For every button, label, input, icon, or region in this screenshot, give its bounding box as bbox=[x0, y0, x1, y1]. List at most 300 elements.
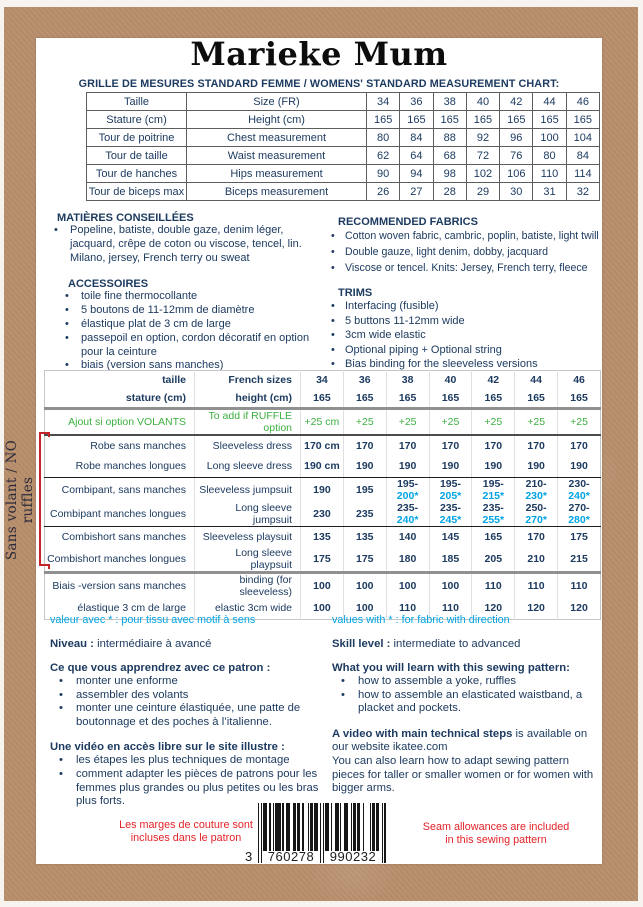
learn-en-list bbox=[332, 675, 602, 716]
yardage-value bbox=[429, 547, 472, 573]
yardage-value-main: 100 bbox=[313, 602, 331, 615]
measurement-value: 165 bbox=[367, 111, 400, 129]
yardage-value-main: 190 bbox=[398, 460, 417, 473]
yardage-value bbox=[429, 477, 472, 502]
yardage-value-main: 44 bbox=[530, 374, 542, 387]
yardage-value bbox=[343, 477, 386, 502]
yardage-value bbox=[429, 456, 472, 477]
yardage-label-en: Sleeveless dress bbox=[195, 435, 301, 456]
yardage-label-en: height (cm) bbox=[195, 390, 301, 409]
yardage-value bbox=[558, 502, 601, 527]
measurement-value: 80 bbox=[367, 129, 400, 147]
yardage-value bbox=[386, 390, 429, 409]
size-chart-table bbox=[86, 92, 600, 201]
measurement-value: 96 bbox=[500, 129, 533, 147]
yardage-value-main: 165 bbox=[441, 392, 460, 405]
yardage-value-main: 140 bbox=[398, 530, 417, 543]
bullet-item: • 5 buttons 11-12mm wide bbox=[326, 314, 602, 329]
yardage-value-main: 110 bbox=[570, 580, 588, 592]
yardage-value-main: +25 bbox=[398, 416, 417, 428]
video-fr-list bbox=[50, 754, 326, 808]
bullet-item: • biais (version sans manches) bbox=[57, 359, 326, 373]
measurement-value: 31 bbox=[533, 183, 566, 201]
yardage-value bbox=[515, 390, 558, 409]
yardage-value-main: 36 bbox=[358, 374, 371, 387]
yardage-value bbox=[343, 390, 386, 409]
yardage-value-main: 38 bbox=[401, 374, 414, 387]
size-chart-body bbox=[87, 93, 600, 201]
yardage-label-en: Sleeveless jumpsuit bbox=[195, 477, 301, 502]
measurement-value: 90 bbox=[367, 165, 400, 183]
yardage-value-main: 210 bbox=[527, 553, 545, 565]
bullet-item: • assembler des volants bbox=[50, 689, 326, 703]
yardage-value bbox=[429, 409, 472, 436]
yardage-value bbox=[301, 390, 344, 409]
measurement-label-en: Waist measurement bbox=[187, 147, 367, 165]
bullet-item: • Cotton woven fabric, cambric, poplin, batiste, light twill bbox=[326, 228, 602, 244]
yardage-value-main: +25 bbox=[355, 416, 374, 428]
yardage-label-en: binding (for sleeveless) bbox=[195, 573, 301, 599]
measurement-value: 68 bbox=[433, 147, 466, 165]
yardage-value-main: 205 bbox=[484, 553, 503, 565]
yardage-value bbox=[472, 390, 515, 409]
yardage-value bbox=[558, 547, 601, 573]
yardage-value bbox=[301, 526, 344, 547]
yardage-value-directional: 215* bbox=[482, 489, 505, 502]
yardage-value-main: +25 bbox=[570, 416, 588, 428]
yardage-value bbox=[386, 547, 429, 573]
bracket-top-tick bbox=[41, 432, 50, 437]
yardage-value-main: 180 bbox=[398, 553, 417, 565]
yardage-value-main: 215 bbox=[570, 553, 588, 565]
yardage-value-main: 170 bbox=[356, 440, 374, 452]
bullet-item: • Double gauze, light denim, dobby, jacquard bbox=[326, 244, 602, 260]
measurement-value: 94 bbox=[400, 165, 433, 183]
yardage-value bbox=[301, 502, 344, 527]
seam-fr-line2: incluses dans le patron bbox=[130, 832, 242, 844]
ruffle-group-bracket bbox=[39, 432, 50, 566]
fabrics-trims-fr-column bbox=[46, 212, 326, 373]
yardage-value bbox=[515, 573, 558, 599]
yardage-value-main: 190 bbox=[527, 460, 545, 473]
size-chart-row bbox=[87, 165, 600, 183]
yardage-value-main: 170 cm bbox=[304, 440, 340, 452]
measurement-label-en: Biceps measurement bbox=[187, 183, 367, 201]
yardage-table bbox=[44, 370, 601, 620]
measurement-value: 30 bbox=[500, 183, 533, 201]
yardage-value bbox=[558, 390, 601, 409]
bullet-item: • Popeline, batiste, double gaze, denim léger, jacquard, crêpe de coton ou viscose, tencel, lin. Milano, jersey, French terry ou sweat bbox=[46, 224, 326, 265]
yardage-value-main: 120 bbox=[570, 602, 588, 615]
size-chart-row bbox=[87, 93, 600, 111]
measurement-value: 29 bbox=[466, 183, 499, 201]
yardage-value-main: 230 bbox=[313, 507, 331, 520]
yardage-row bbox=[45, 502, 601, 527]
yardage-value-directional: 280* bbox=[568, 513, 590, 526]
yardage-value-main: 170 bbox=[570, 440, 588, 452]
yardage-value-main: 195- bbox=[397, 477, 419, 490]
yardage-value bbox=[343, 502, 386, 527]
yardage-value-main: 195- bbox=[482, 477, 504, 490]
yardage-row bbox=[45, 526, 601, 547]
yardage-value bbox=[558, 409, 601, 436]
yardage-value bbox=[472, 409, 515, 436]
yardage-value-main: 46 bbox=[573, 374, 585, 387]
yardage-value-main: 100 bbox=[398, 580, 417, 592]
yardage-value bbox=[472, 435, 515, 456]
yardage-value bbox=[301, 371, 344, 390]
yardage-value-directional: 200* bbox=[396, 489, 419, 502]
yardage-label-fr: stature (cm) bbox=[45, 390, 195, 409]
measurement-label-fr: Tour de taille bbox=[87, 147, 187, 165]
yardage-value-main: 170 bbox=[527, 530, 545, 543]
yardage-value bbox=[343, 456, 386, 477]
yardage-value-main: 110 bbox=[484, 580, 502, 592]
yardage-value bbox=[515, 547, 558, 573]
yardage-value-directional: 245* bbox=[439, 513, 462, 526]
yardage-value bbox=[515, 435, 558, 456]
yardage-value-main: 270- bbox=[568, 501, 590, 514]
measurement-label-fr: Stature (cm) bbox=[87, 111, 187, 129]
measurement-value: 38 bbox=[433, 93, 466, 111]
yardage-value bbox=[472, 526, 515, 547]
yardage-label-en: Sleeveless playsuit bbox=[195, 526, 301, 547]
yardage-value-main: 210- bbox=[525, 477, 547, 490]
bullet-item: • Optional piping + Optional string bbox=[326, 343, 602, 358]
bullet-item: • les étapes les plus techniques de montage bbox=[50, 754, 326, 768]
yardage-value-main: 190 bbox=[484, 460, 503, 473]
envelope-back-card bbox=[36, 35, 602, 864]
yardage-label-en: French sizes bbox=[195, 371, 301, 390]
yardage-value-main: 235- bbox=[439, 501, 461, 514]
yardage-value bbox=[515, 456, 558, 477]
yardage-row bbox=[45, 409, 601, 436]
yardage-value bbox=[515, 502, 558, 527]
bullet-item: • élastique plat de 3 cm de large bbox=[57, 318, 326, 332]
yardage-value-directional: 205* bbox=[439, 489, 462, 502]
yardage-value-main: 235- bbox=[397, 501, 419, 514]
measurement-value: 165 bbox=[500, 111, 533, 129]
size-chart-heading: GRILLE DE MESURES STANDARD FEMME / WOMENS' STANDARD MEASUREMENT CHART: bbox=[78, 78, 560, 90]
trims-en-list bbox=[326, 299, 602, 372]
learn-fr-heading: Ce que vous apprendrez avec ce patron : bbox=[50, 662, 271, 674]
yardage-value bbox=[429, 526, 472, 547]
bullet-item: • Bias binding for the sleeveless versions bbox=[326, 357, 602, 372]
measurement-value: 76 bbox=[500, 147, 533, 165]
bullet-item: • 5 boutons de 11-12mm de diamètre bbox=[57, 304, 326, 318]
yardage-value-main: 175 bbox=[356, 553, 374, 565]
measurement-value: 102 bbox=[466, 165, 499, 183]
measurement-value: 100 bbox=[533, 129, 566, 147]
bullet-item: • how to assemble a yoke, ruffles bbox=[332, 675, 602, 689]
bullet-item: • monter une ceinture élastiquée, une patte de boutonnage et des poches à l’italienne. bbox=[50, 702, 326, 729]
fabrics-fr-heading: MATIÈRES CONSEILLÉES bbox=[57, 212, 194, 224]
bottom-en-column bbox=[332, 614, 602, 796]
yardage-value-main: 34 bbox=[316, 374, 328, 387]
bullet-item: • Viscose or tencel. Knits: Jersey, French terry, fleece bbox=[326, 260, 602, 276]
yardage-value-main: 100 bbox=[441, 580, 460, 592]
trims-en-heading: TRIMS bbox=[338, 287, 373, 299]
yardage-value bbox=[386, 409, 429, 436]
learn-en-heading: What you will learn with this sewing pattern: bbox=[332, 662, 570, 674]
measurement-label-fr: Tour de biceps max bbox=[87, 183, 187, 201]
seam-allowance-note-en bbox=[398, 821, 594, 847]
measurement-value: 44 bbox=[533, 93, 566, 111]
measurement-value: 72 bbox=[466, 147, 499, 165]
bullet-item: • toile fine thermocollante bbox=[57, 290, 326, 304]
yardage-label-fr: Robe sans manches bbox=[90, 440, 186, 452]
yardage-value bbox=[343, 526, 386, 547]
yardage-value-main: 195- bbox=[439, 477, 461, 490]
yardage-value-main: 175 bbox=[570, 530, 588, 543]
measurement-value: 28 bbox=[433, 183, 466, 201]
yardage-label-fr: Combipant, sans manches bbox=[61, 483, 186, 496]
pattern-title: Marieke Mum bbox=[190, 35, 448, 73]
barcode-group2: 990232 bbox=[329, 849, 377, 864]
size-chart-row bbox=[87, 129, 600, 147]
yardage-value-main: 42 bbox=[487, 374, 500, 387]
yardage-value-main: 235- bbox=[482, 501, 504, 514]
measurement-value: 42 bbox=[500, 93, 533, 111]
yardage-value bbox=[386, 526, 429, 547]
yardage-value bbox=[301, 456, 344, 477]
yardage-value bbox=[558, 371, 601, 390]
seam-en-line1: Seam allowances are included bbox=[422, 821, 570, 833]
bracket-bottom-tick bbox=[41, 564, 50, 569]
yardage-value-main: 110 bbox=[399, 602, 417, 615]
yardage-value-main: 40 bbox=[444, 374, 457, 387]
bullet-item: • passepoil en option, cordon décoratif en option pour la ceinture bbox=[57, 332, 326, 360]
yardage-value bbox=[343, 371, 386, 390]
measurement-label-en: Height (cm) bbox=[187, 111, 367, 129]
yardage-value-main: 170 bbox=[441, 440, 460, 452]
yardage-value-main: 165 bbox=[570, 392, 588, 405]
yardage-value bbox=[558, 456, 601, 477]
trims-fr-list bbox=[57, 290, 326, 373]
measurement-value: 165 bbox=[433, 111, 466, 129]
yardage-label-en: Long sleeve dress bbox=[195, 456, 301, 477]
yardage-value bbox=[429, 502, 472, 527]
yardage-row bbox=[45, 435, 601, 456]
yardage-value bbox=[386, 502, 429, 527]
yardage-value bbox=[386, 573, 429, 599]
yardage-value bbox=[301, 477, 344, 502]
barcode-first-digit: 3 bbox=[245, 849, 253, 864]
yardage-value bbox=[472, 502, 515, 527]
yardage-label-en: Long sleeve jumpsuit bbox=[195, 502, 301, 527]
yardage-label-en: elastic 3cm wide bbox=[195, 598, 301, 619]
yardage-value bbox=[515, 477, 558, 502]
measurement-value: 114 bbox=[566, 165, 599, 183]
yardage-label-fr: Combipant manches longues bbox=[45, 502, 195, 527]
yardage-value bbox=[558, 526, 601, 547]
trims-fr-heading: ACCESSOIRES bbox=[68, 278, 149, 291]
yardage-value bbox=[343, 573, 386, 599]
measurement-value: 62 bbox=[367, 147, 400, 165]
yardage-row bbox=[45, 456, 601, 477]
yardage-row bbox=[45, 547, 601, 573]
measurement-label-fr: Taille bbox=[87, 93, 187, 111]
yardage-label-en: Long sleeve playpsuit bbox=[195, 547, 301, 573]
barcode-group1: 760278 bbox=[267, 849, 315, 864]
yardage-value bbox=[558, 435, 601, 456]
fabrics-en-heading: RECOMMENDED FABRICS bbox=[338, 216, 478, 228]
yardage-value-main: 165 bbox=[398, 392, 417, 405]
yardage-value-main: +25 bbox=[441, 416, 460, 428]
video-en-rest: is available on our website ikatee.com bbox=[332, 727, 588, 754]
video-en-extra: You can also learn how to adapt sewing pattern pieces for taller or smaller women or for women with bigger arms. bbox=[332, 754, 594, 795]
yardage-value-main: 165 bbox=[356, 392, 374, 405]
side-label-no-ruffles: Sans volant / NO ruffles bbox=[4, 439, 36, 561]
measurement-value: 165 bbox=[533, 111, 566, 129]
measurement-label-en: Chest measurement bbox=[187, 129, 367, 147]
measurement-value: 46 bbox=[566, 93, 599, 111]
measurement-value: 80 bbox=[533, 147, 566, 165]
yardage-value-main: 170 bbox=[527, 440, 545, 452]
yardage-value-directional: 240* bbox=[568, 489, 590, 502]
bullet-item: • 3cm wide elastic bbox=[326, 328, 602, 343]
yardage-value bbox=[429, 435, 472, 456]
yardage-value bbox=[472, 573, 515, 599]
yardage-value-main: +25 bbox=[484, 416, 503, 428]
yardage-row bbox=[45, 390, 601, 409]
yardage-value bbox=[472, 477, 515, 502]
yardage-value bbox=[429, 371, 472, 390]
yardage-value-directional: 230* bbox=[525, 489, 547, 502]
ean13-barcode bbox=[245, 803, 386, 866]
yardage-value bbox=[515, 371, 558, 390]
yardage-value-main: 110 bbox=[441, 602, 459, 615]
asterisk-note-en: values with * : for fabric with direction bbox=[332, 614, 510, 626]
barcode-digits bbox=[245, 849, 386, 865]
seam-en-line2: in this sewing pattern bbox=[445, 834, 547, 846]
fabrics-trims-en-column bbox=[326, 216, 602, 372]
yardage-value-directional: 270* bbox=[525, 513, 547, 526]
yardage-label-fr: Combishort manches longues bbox=[45, 547, 195, 573]
video-fr-heading: Une vidéo en accès libre sur le site illustre : bbox=[50, 741, 285, 754]
bullet-item: • monter une enforme bbox=[50, 675, 326, 689]
yardage-value-main: 165 bbox=[484, 530, 503, 543]
bottom-fr-column bbox=[50, 614, 326, 809]
measurement-value: 106 bbox=[500, 165, 533, 183]
yardage-value bbox=[301, 435, 344, 456]
measurement-value: 64 bbox=[400, 147, 433, 165]
yardage-value-main: 100 bbox=[356, 580, 374, 592]
measurement-value: 165 bbox=[566, 111, 599, 129]
measurement-value: 88 bbox=[433, 129, 466, 147]
measurement-label-en: Hips measurement bbox=[187, 165, 367, 183]
yardage-value bbox=[301, 547, 344, 573]
yardage-value bbox=[558, 477, 601, 502]
skill-level-fr-value: intermédiaire à avancé bbox=[97, 638, 212, 650]
yardage-value-main: 230- bbox=[568, 477, 590, 490]
measurement-value: 26 bbox=[367, 183, 400, 201]
yardage-value-main: 190 bbox=[441, 460, 460, 473]
yardage-value-main: 190 bbox=[313, 483, 331, 496]
measurement-value: 104 bbox=[566, 129, 599, 147]
yardage-value-directional: 240* bbox=[396, 513, 419, 526]
yardage-value-main: +25 cm bbox=[304, 416, 340, 428]
measurement-value: 27 bbox=[400, 183, 433, 201]
yardage-value-main: 100 bbox=[356, 602, 374, 615]
yardage-value-main: 165 bbox=[313, 392, 331, 405]
yardage-label-fr: taille bbox=[162, 374, 186, 387]
yardage-value-main: +25 bbox=[527, 416, 546, 428]
yardage-value-main: 120 bbox=[527, 602, 545, 615]
yardage-value bbox=[472, 456, 515, 477]
yardage-value bbox=[558, 573, 601, 599]
yardage-value-main: 100 bbox=[313, 580, 331, 592]
yardage-value bbox=[301, 409, 344, 436]
measurement-value: 32 bbox=[566, 183, 599, 201]
measurement-value: 84 bbox=[400, 129, 433, 147]
yardage-value-main: 145 bbox=[441, 530, 460, 543]
seam-fr-line1: Les marges de couture sont bbox=[119, 819, 253, 831]
measurement-label-en: Size (FR) bbox=[187, 93, 367, 111]
yardage-label-fr: Combishort sans manches bbox=[61, 530, 186, 543]
yardage-value bbox=[515, 409, 558, 436]
yardage-value-main: 135 bbox=[313, 530, 331, 543]
fabrics-fr-list bbox=[46, 224, 326, 265]
size-chart-row bbox=[87, 147, 600, 165]
skill-level-fr bbox=[50, 638, 326, 650]
measurement-label-fr: Tour de hanches bbox=[87, 165, 187, 183]
fabrics-en-list bbox=[326, 228, 602, 276]
yardage-value-main: 110 bbox=[527, 580, 545, 592]
yardage-label-en: To add if RUFFLE option bbox=[195, 409, 301, 436]
measurement-label-fr: Tour de poitrine bbox=[87, 129, 187, 147]
yardage-label-fr: élastique 3 cm de large bbox=[77, 602, 186, 615]
bullet-item: • Interfacing (fusible) bbox=[326, 299, 602, 314]
yardage-value-main: 165 bbox=[484, 392, 503, 405]
measurement-value: 165 bbox=[466, 111, 499, 129]
yardage-value bbox=[343, 435, 386, 456]
yardage-value bbox=[343, 547, 386, 573]
size-chart-row bbox=[87, 183, 600, 201]
measurement-value: 34 bbox=[367, 93, 400, 111]
yardage-value bbox=[301, 573, 344, 599]
yardage-value bbox=[386, 435, 429, 456]
skill-level-en-label: Skill level : bbox=[332, 638, 391, 650]
yardage-value-main: 185 bbox=[441, 553, 460, 565]
yardage-value-main: 135 bbox=[356, 530, 374, 543]
yardage-value-main: 120 bbox=[484, 602, 503, 615]
yardage-value bbox=[386, 477, 429, 502]
yardage-value-main: 235 bbox=[356, 507, 374, 520]
bullet-item: • how to assemble an elasticated waistband, a placket and pockets. bbox=[332, 689, 602, 716]
video-en-bold: A video with main technical steps bbox=[332, 727, 513, 740]
measurement-value: 165 bbox=[400, 111, 433, 129]
yardage-value bbox=[472, 547, 515, 573]
yardage-label-fr: Biais -version sans manches bbox=[52, 580, 186, 592]
yardage-row bbox=[45, 477, 601, 502]
yardage-value-main: 175 bbox=[313, 553, 331, 565]
measurement-value: 98 bbox=[433, 165, 466, 183]
yardage-value-main: 170 bbox=[398, 440, 417, 452]
measurement-value: 110 bbox=[533, 165, 566, 183]
skill-level-fr-label: Niveau : bbox=[50, 638, 94, 650]
yardage-value-main: 190 bbox=[570, 460, 588, 473]
yardage-value bbox=[515, 526, 558, 547]
yardage-value-main: 195 bbox=[356, 483, 374, 496]
yardage-row bbox=[45, 573, 601, 599]
yardage-value bbox=[429, 573, 472, 599]
yardage-label-fr: Robe manches longues bbox=[45, 456, 195, 477]
yardage-value-main: 190 cm bbox=[304, 460, 340, 473]
yardage-value-main: 165 bbox=[527, 392, 545, 405]
yardage-value bbox=[429, 390, 472, 409]
yardage-value bbox=[343, 409, 386, 436]
